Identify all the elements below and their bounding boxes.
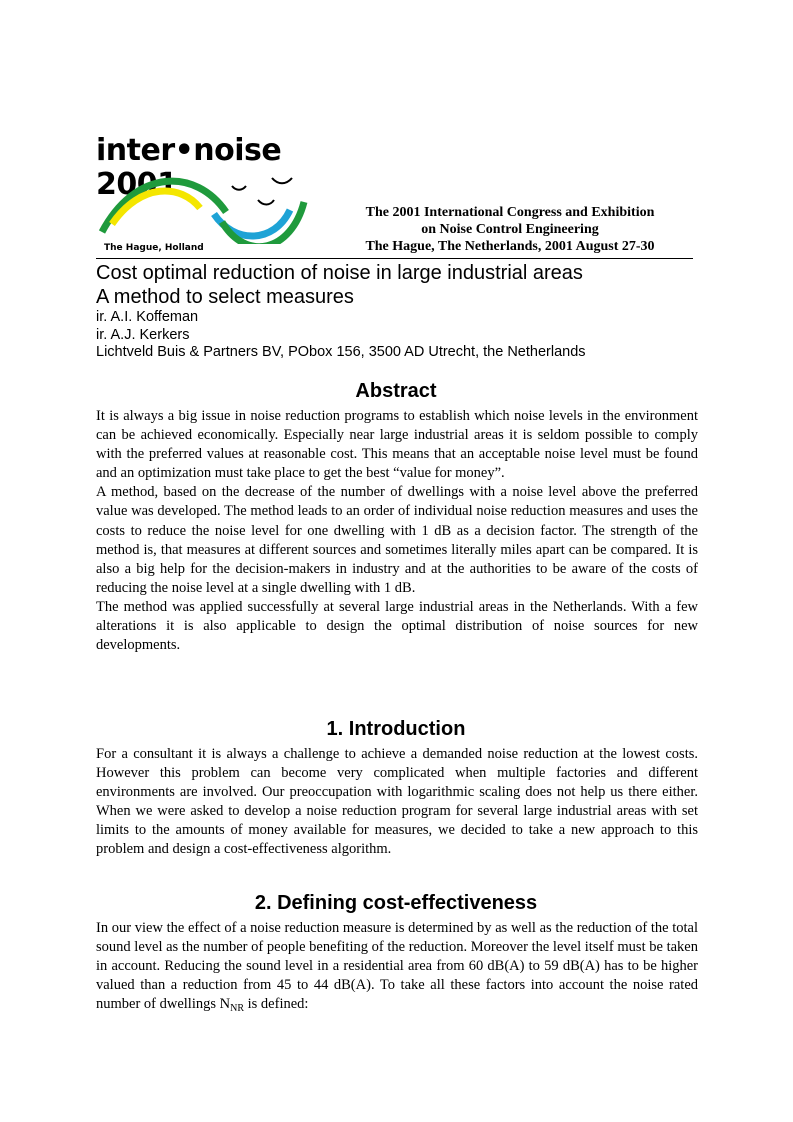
conference-logo — [96, 132, 331, 258]
paper-subtitle: A method to select measures — [96, 286, 354, 308]
logo-smile-1 — [232, 186, 246, 190]
abstract-paragraph: It is always a big issue in noise reduction programs to establish which noise levels in the environment can be achieved economically. Especially near large industrial areas it is seldom possible to comply with the preferred values at reasonable cost. This means that an acceptable noise level must be found and an optimization must take place to get the best “value for money”. — [96, 408, 698, 482]
abstract-body — [96, 407, 698, 655]
paper-title: Cost optimal reduction of noise in large industrial areas — [96, 262, 583, 284]
introduction-paragraph: For a consultant it is always a challenge to achieve a demanded noise reduction at the lowest costs. However this problem can become very complicated when multiple factories and different environments are involved. Our preoccupation with logarithmic scaling does not help us there either. When we were asked to develop a noise reduction program for several large industrial areas with set limits to the amounts of money available for measures, we decided to take a new approach to this problem and design a cost-effectiveness algorithm. — [96, 746, 698, 858]
introduction-heading: 1. Introduction — [326, 718, 466, 740]
conference-line-2: on Noise Control Engineering — [421, 222, 599, 237]
cost-effectiveness-paragraph — [96, 919, 698, 1014]
abstract-paragraph: A method, based on the decrease of the number of dwellings with a noise level above the preferred value was developed. The method leads to an order of individual noise reduction measures and uses the costs to reduce the noise level for one dwelling with 1 dB as a decision factor. The strength of the method is, that measures at different sources and sometimes literally miles apart can be compared. It is also a big help for the decision-makers in industry and at the authorities to be aware of the costs of reducing the noise level at a single dwelling with 1 dB. — [96, 484, 698, 596]
header-rule — [96, 258, 693, 259]
conference-line-3: The Hague, The Netherlands, 2001 August 27-30 — [365, 239, 655, 254]
cost-effectiveness-body — [96, 919, 698, 1014]
conference-line-1: The 2001 International Congress and Exhibition — [365, 205, 655, 220]
author-2: ir. A.J. Kerkers — [96, 326, 190, 343]
logo-waves-icon — [96, 172, 331, 244]
nr-subscript: NR — [230, 1003, 245, 1015]
cost-effectiveness-text: In our view the effect of a noise reduction measure is determined by as well as the reduction of the total sound level as the number of people benefiting of the reduction. Moreover the level itself must be taken in account. Reducing the sound level in a residential area from 60 dB(A) to 59 dB(A) has to be higher valued than a reduction from 45 to 44 dB(A). To take all these factors into account the noise rated number of dwellings N — [96, 920, 698, 1013]
abstract-paragraph: The method was applied successfully at several large industrial areas in the Netherlands. With a few alterations it is also applicable to design the optimal distribution of noise sources for new developments. — [96, 598, 698, 654]
author-1: ir. A.I. Koffeman — [96, 309, 199, 325]
logo-smile-2 — [258, 200, 274, 205]
logo-yellow-arc — [112, 191, 200, 224]
abstract-heading: Abstract — [355, 380, 437, 402]
cost-effectiveness-heading: 2. Defining cost-effectiveness — [254, 892, 538, 914]
logo-smile-3 — [272, 178, 292, 183]
affiliation: Lichtveld Buis & Partners BV, PObox 156, 3500 AD Utrecht, the Netherlands — [96, 344, 586, 361]
logo-caption: The Hague, Holland — [104, 243, 204, 253]
conference-info — [330, 204, 690, 255]
introduction-body — [96, 745, 698, 860]
paper-title-block — [96, 261, 696, 362]
cost-effectiveness-text-end: is defined: — [244, 996, 309, 1013]
logo-title: inter•noise 2001 — [96, 133, 282, 202]
